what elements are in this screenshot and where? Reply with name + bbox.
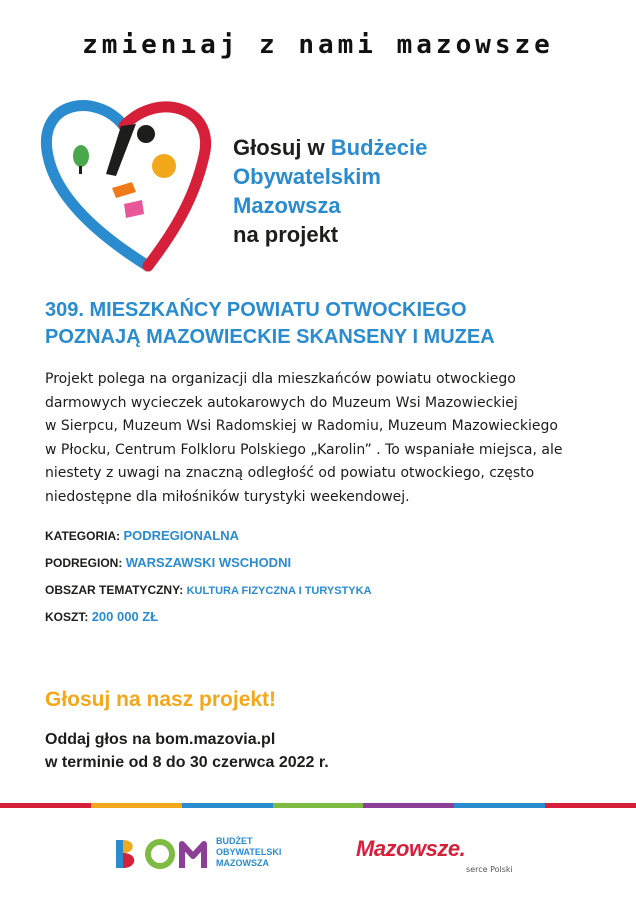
description-line: niestety z uwagi na znaczną odległość od powiatu otwockiego, często [45,465,535,481]
subregion-label: PODREGION: [45,556,123,570]
meta-subregion [45,554,372,581]
title-line4: na projekt [233,222,339,247]
bom-line1: BUDŻET [216,836,253,846]
stripe-segment [363,803,454,808]
meta-area [45,581,372,608]
title-line2: Obywatelskim [233,164,381,189]
title-line1-a: Głosuj w [233,135,331,160]
subregion-value: WARSZAWSKI WSCHODNI [125,555,292,570]
stripe-segment [91,803,182,808]
budget-title [233,133,427,249]
title-line1-b: Budżecie [330,135,428,160]
vote-headline: Głosuj na nasz projekt! [45,688,277,711]
stripe-segment [454,803,545,808]
stripe-segment [182,803,273,808]
description-line: Projekt polega na organizacji dla mieszkańców powiatu otwockiego [45,371,516,387]
project-title-line1: 309. MIESZKAŃCY POWIATU OTWOCKIEGO [45,299,467,321]
meta-category [45,527,372,554]
color-stripe [0,803,636,808]
stripe-segment [0,803,91,808]
bom-line3: MAZOWSZA [216,858,269,868]
description-line: darmowych wycieczek autokarowych do Muzeum Wsi Mazowieckiej [45,394,518,411]
heart-logo-icon [36,96,216,276]
stripe-segment [273,803,364,808]
project-meta [45,527,372,635]
meta-cost [45,608,372,635]
area-label: OBSZAR TEMATYCZNY: [45,583,184,597]
area-value: KULTURA FIZYCZNA I TURYSTYKA [186,585,372,597]
stripe-segment [545,803,636,808]
cost-value: 200 000 ZŁ [91,609,159,624]
mazowsze-tagline: serce Polski [466,865,513,874]
vote-line2: w terminie od 8 do 30 czerwca 2022 r. [45,754,329,771]
project-description [45,368,595,509]
bom-logo-icon [114,834,214,874]
bom-line2: OBYWATELSKI [216,847,282,857]
vote-line1: Oddaj głos na bom.mazovia.pl [45,731,276,748]
project-title [45,297,605,351]
category-label: KATEGORIA: [45,529,121,543]
cost-label: KOSZT: [45,610,89,624]
slogan-header: zmienıaj z nami mazowsze [82,30,554,60]
description-line: w Sierpcu, Muzeum Wsi Radomskiej w Radomiu, Muzeum Mazowieckiego [45,418,558,434]
vote-instructions [45,728,329,774]
description-line: niedostępne dla miłośników turystyki weekendowej. [45,488,410,505]
title-line3: Mazowsza [233,193,341,218]
mazowsze-logo: Mazowsze. [356,836,466,861]
bom-logo-text [216,836,281,869]
category-value: PODREGIONALNA [123,528,240,543]
project-title-line2: POZNAJĄ MAZOWIECKIE SKANSENY I MUZEA [45,326,495,348]
description-line: w Płocku, Centrum Folkloru Polskiego „Karolin” . To wspaniałe miejsca, ale [45,441,563,458]
